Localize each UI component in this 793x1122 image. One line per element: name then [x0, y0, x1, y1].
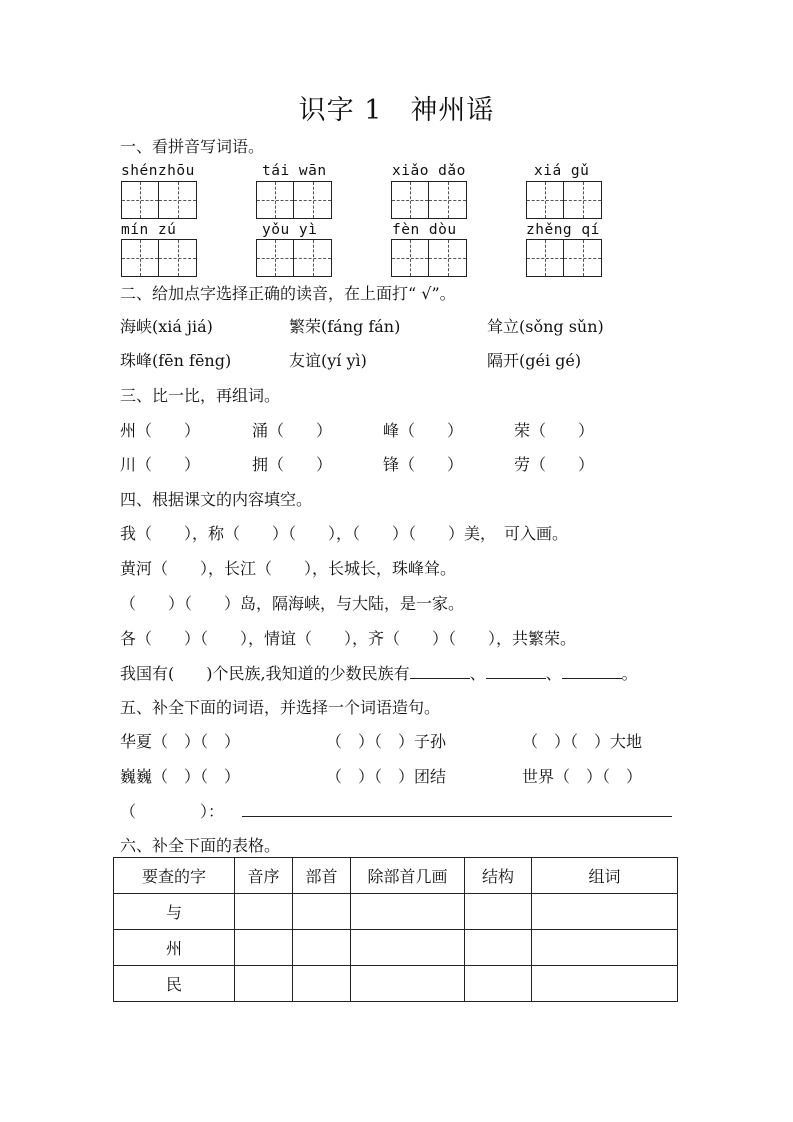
phrase-fill[interactable]: （ ）（ ）大地 — [522, 732, 643, 751]
table-cell[interactable] — [293, 930, 351, 966]
table-header: 结构 — [465, 858, 532, 894]
page-title: 识字 1 神州谣 — [298, 95, 495, 126]
row-character: 与 — [114, 894, 235, 930]
compare-word[interactable]: 拥（ ） — [252, 455, 333, 474]
answer-blank[interactable] — [562, 664, 622, 679]
pinyin-label: shénzhōu — [121, 163, 195, 179]
table-cell[interactable] — [351, 894, 465, 930]
section-6-heading: 六、补全下面的表格。 — [120, 836, 281, 855]
period: 。 — [621, 664, 638, 683]
writing-grid[interactable] — [256, 239, 332, 277]
dictionary-table — [113, 857, 678, 1002]
compare-word[interactable]: 荣（ ） — [514, 421, 595, 440]
pinyin-label: xiá gǔ — [534, 163, 590, 179]
reading-choice[interactable]: 耸立(sǒng sǔn) — [487, 317, 604, 336]
table-cell[interactable] — [465, 894, 532, 930]
fill-line[interactable]: 我（ ），称（ ）（ ），（ ）（ ）美， 可入画。 — [120, 524, 569, 543]
table-cell[interactable] — [351, 930, 465, 966]
pinyin-label: yǒu yì — [262, 222, 318, 238]
section-4-heading: 四、根据课文的内容填空。 — [120, 490, 313, 509]
pinyin-label: tái wān — [262, 163, 327, 179]
table-header-row — [114, 858, 678, 894]
table-cell[interactable] — [293, 894, 351, 930]
separator: 、 — [545, 664, 562, 683]
table-cell[interactable] — [235, 894, 293, 930]
reading-choice[interactable]: 友谊(yí yì) — [289, 351, 367, 370]
section-5-heading: 五、补全下面的词语，并选择一个词语造句。 — [120, 698, 441, 717]
row-character: 民 — [114, 966, 235, 1002]
pinyin-label: xiǎo dǎo — [392, 163, 466, 179]
compare-word[interactable]: 劳（ ） — [514, 455, 595, 474]
section-2-heading: 二、给加点字选择正确的读音，在上面打“ √”。 — [120, 284, 456, 303]
table-cell[interactable] — [235, 966, 293, 1002]
compare-word[interactable]: 涌（ ） — [252, 421, 333, 440]
writing-grid[interactable] — [121, 181, 197, 219]
answer-blank[interactable] — [410, 664, 470, 679]
section-3-heading: 三、比一比，再组词。 — [120, 386, 281, 405]
compare-word[interactable]: 州（ ） — [120, 421, 201, 440]
reading-choice[interactable]: 海峡(xiá jiá) — [120, 317, 213, 336]
phrase-fill[interactable]: 华夏（ ）（ ） — [120, 732, 241, 751]
compare-word[interactable]: 川（ ） — [120, 455, 201, 474]
ethnic-groups-prompt: 我国有( )个民族,我知道的少数民族有 — [120, 664, 410, 683]
table-row — [114, 930, 678, 966]
table-cell[interactable] — [532, 966, 678, 1002]
separator: 、 — [469, 664, 486, 683]
phrase-fill[interactable]: 世界（ ）（ ） — [522, 767, 643, 786]
phrase-fill[interactable]: （ ）（ ）团结 — [326, 767, 447, 786]
fill-line[interactable]: 各（ ）（ ），情谊（ ），齐（ ）（ ），共繁荣。 — [120, 629, 577, 648]
compare-word[interactable]: 锋（ ） — [383, 455, 464, 474]
reading-choice[interactable]: 隔开(géi gé) — [487, 351, 582, 370]
pinyin-label: zhěng qí — [526, 222, 600, 238]
table-header: 除部首几画 — [351, 858, 465, 894]
table-cell[interactable] — [351, 966, 465, 1002]
writing-grid[interactable] — [526, 239, 602, 277]
row-character: 州 — [114, 930, 235, 966]
phrase-fill[interactable]: 巍巍（ ）（ ） — [120, 767, 241, 786]
compare-word[interactable]: 峰（ ） — [383, 421, 464, 440]
sentence-prefix: （ ）： — [120, 802, 225, 821]
table-cell[interactable] — [532, 894, 678, 930]
sentence-answer-line[interactable] — [242, 816, 672, 817]
table-cell[interactable] — [235, 930, 293, 966]
fill-line[interactable]: 黄河（ ），长江（ ），长城长，珠峰耸。 — [120, 559, 457, 578]
table-cell[interactable] — [532, 930, 678, 966]
table-cell[interactable] — [465, 930, 532, 966]
section-1-heading: 一、看拼音写词语。 — [120, 137, 265, 156]
pinyin-label: fèn dòu — [392, 222, 457, 238]
phrase-fill[interactable]: （ ）（ ）子孙 — [326, 732, 447, 751]
reading-choice[interactable]: 珠峰(fēn fēng) — [120, 351, 232, 370]
table-header: 要查的字 — [114, 858, 235, 894]
writing-grid[interactable] — [121, 239, 197, 277]
table-cell[interactable] — [465, 966, 532, 1002]
fill-line[interactable]: （ ）（ ）岛，隔海峡，与大陆，是一家。 — [120, 594, 465, 613]
table-header: 部首 — [293, 858, 351, 894]
table-row — [114, 894, 678, 930]
table-row — [114, 966, 678, 1002]
writing-grid[interactable] — [391, 181, 467, 219]
ethnic-groups-line[interactable] — [120, 661, 638, 684]
writing-grid[interactable] — [391, 239, 467, 277]
table-cell[interactable] — [293, 966, 351, 1002]
writing-grid[interactable] — [256, 181, 332, 219]
writing-grid[interactable] — [526, 181, 602, 219]
table-header: 音序 — [235, 858, 293, 894]
answer-blank[interactable] — [486, 664, 546, 679]
reading-choice[interactable]: 繁荣(fáng fán) — [289, 317, 401, 336]
pinyin-label: mín zú — [121, 222, 177, 238]
table-header: 组词 — [532, 858, 678, 894]
